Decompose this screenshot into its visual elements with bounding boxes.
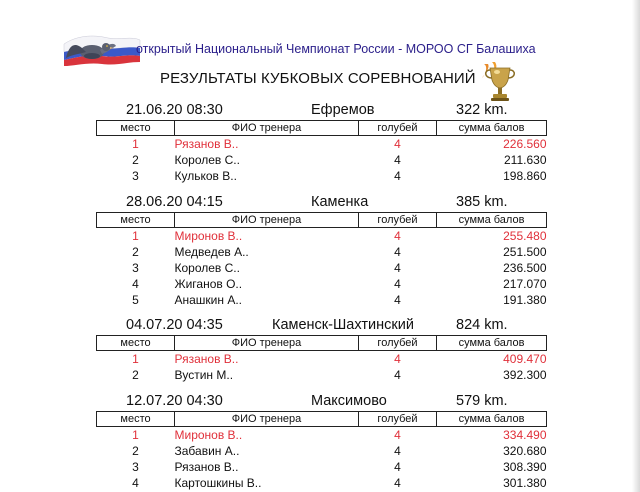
place-cell: 3 <box>132 169 139 183</box>
column-header-place: место <box>97 121 175 136</box>
table-row <box>97 276 547 292</box>
table-row <box>97 292 547 308</box>
score-cell: 320.680 <box>503 444 547 458</box>
table-row <box>97 427 547 444</box>
place-cell: 1 <box>132 428 139 442</box>
place-cell: 2 <box>132 153 139 167</box>
table-row <box>97 244 547 260</box>
race-distance: 322 km. <box>456 102 508 118</box>
score-cell: 191.380 <box>503 293 547 307</box>
race-info <box>96 102 546 120</box>
column-header-count: голубей <box>359 121 437 136</box>
trophy-cup-icon <box>478 60 520 104</box>
table-row <box>97 443 547 459</box>
table-row <box>97 459 547 475</box>
race-date: 12.07.20 04:30 <box>126 393 223 409</box>
place-cell: 2 <box>132 444 139 458</box>
race-block <box>96 317 546 383</box>
column-header-name: ФИО тренера <box>175 336 359 351</box>
table-header-row <box>97 336 547 351</box>
column-header-score: сумма балов <box>437 213 547 228</box>
pigeon-count-cell: 4 <box>394 293 401 307</box>
score-cell: 226.560 <box>503 137 547 151</box>
pigeon-count-cell: 4 <box>394 245 401 259</box>
column-header-place: место <box>97 336 175 351</box>
trainer-name-cell: Миронов В.. <box>174 229 243 243</box>
score-cell: 217.070 <box>503 277 547 291</box>
score-cell: 255.480 <box>503 229 547 243</box>
place-cell: 2 <box>132 368 139 382</box>
place-cell: 4 <box>132 476 139 490</box>
table-row <box>97 168 547 184</box>
trainer-name-cell: Рязанов В.. <box>174 137 239 151</box>
pigeon-count-cell: 4 <box>394 261 401 275</box>
trainer-name-cell: Медведев А.. <box>174 245 249 259</box>
table-row <box>97 351 547 368</box>
race-distance: 579 km. <box>456 393 508 409</box>
pigeon-count-cell: 4 <box>394 153 401 167</box>
race-location: Каменка <box>311 194 369 210</box>
championship-title: открытый Национальный Чемпионат России - МОРОО СГ Балашиха <box>136 42 536 56</box>
score-cell: 211.630 <box>504 153 547 167</box>
trainer-name-cell: Жиганов О.. <box>174 277 243 291</box>
table-row <box>97 367 547 383</box>
table-header-row <box>97 213 547 228</box>
race-block <box>96 393 546 491</box>
column-header-place: место <box>97 213 175 228</box>
column-header-place: место <box>97 412 175 427</box>
trainer-name-cell: Анашкин А.. <box>174 293 243 307</box>
pigeon-count-cell: 4 <box>394 368 401 382</box>
race-location: Ефремов <box>311 102 375 118</box>
place-cell: 4 <box>132 277 139 291</box>
score-cell: 308.390 <box>503 460 547 474</box>
score-cell: 409.470 <box>503 352 547 366</box>
race-distance: 385 km. <box>456 194 508 210</box>
trainer-name-cell: Вустин М.. <box>174 368 234 382</box>
pigeon-count-cell: 4 <box>394 460 401 474</box>
race-block <box>96 194 546 308</box>
trainer-name-cell: Королев С.. <box>174 261 240 275</box>
trainer-name-cell: Королев С.. <box>174 153 240 167</box>
pigeon-count-cell: 4 <box>394 229 401 243</box>
column-header-score: сумма балов <box>437 121 547 136</box>
place-cell: 1 <box>132 352 139 366</box>
trainer-name-cell: Миронов В.. <box>174 428 243 442</box>
results-table <box>96 411 547 491</box>
table-header-row <box>97 412 547 427</box>
table-row <box>97 136 547 153</box>
race-distance: 824 km. <box>456 317 508 333</box>
results-table <box>96 335 547 383</box>
trainer-name-cell: Забавин А.. <box>174 444 240 458</box>
score-cell: 198.860 <box>503 169 547 183</box>
table-row <box>97 260 547 276</box>
column-header-count: голубей <box>359 213 437 228</box>
place-cell: 3 <box>132 261 139 275</box>
race-date: 28.06.20 04:15 <box>126 194 223 210</box>
table-row <box>97 475 547 491</box>
table-row <box>97 152 547 168</box>
place-cell: 1 <box>132 229 139 243</box>
pigeon-count-cell: 4 <box>394 169 401 183</box>
score-cell: 334.490 <box>503 428 547 442</box>
race-info <box>96 393 546 411</box>
trainer-name-cell: Рязанов В.. <box>174 460 239 474</box>
column-header-score: сумма балов <box>437 336 547 351</box>
russia-flag-dove-logo <box>62 30 142 72</box>
results-table <box>96 212 547 308</box>
column-header-name: ФИО тренера <box>175 412 359 427</box>
column-header-count: голубей <box>359 336 437 351</box>
race-location: Каменск-Шахтинский <box>272 317 414 333</box>
race-info <box>96 194 546 212</box>
pigeon-count-cell: 4 <box>394 444 401 458</box>
place-cell: 1 <box>132 137 139 151</box>
results-table <box>96 120 547 184</box>
table-row <box>97 228 547 245</box>
trainer-name-cell: Кульков В.. <box>174 169 237 183</box>
race-date: 21.06.20 08:30 <box>126 102 223 118</box>
race-date: 04.07.20 04:35 <box>126 317 223 333</box>
score-cell: 301.380 <box>503 476 547 490</box>
column-header-name: ФИО тренера <box>175 213 359 228</box>
pigeon-count-cell: 4 <box>394 428 401 442</box>
score-cell: 392.300 <box>503 368 547 382</box>
page-edge-shadow <box>632 0 640 492</box>
place-cell: 3 <box>132 460 139 474</box>
column-header-name: ФИО тренера <box>175 121 359 136</box>
column-header-count: голубей <box>359 412 437 427</box>
score-cell: 251.500 <box>503 245 547 259</box>
pigeon-count-cell: 4 <box>394 277 401 291</box>
pigeon-count-cell: 4 <box>394 137 401 151</box>
trainer-name-cell: Картошкины В.. <box>174 476 262 490</box>
pigeon-count-cell: 4 <box>394 352 401 366</box>
table-header-row <box>97 121 547 136</box>
place-cell: 2 <box>132 245 139 259</box>
place-cell: 5 <box>132 293 139 307</box>
race-block <box>96 102 546 184</box>
pigeon-count-cell: 4 <box>394 476 401 490</box>
race-location: Максимово <box>311 393 387 409</box>
race-info <box>96 317 546 335</box>
page-title: РЕЗУЛЬТАТЫ КУБКОВЫХ СОРЕВНОВАНИЙ <box>160 70 476 87</box>
column-header-score: сумма балов <box>437 412 547 427</box>
trainer-name-cell: Рязанов В.. <box>174 352 239 366</box>
score-cell: 236.500 <box>503 261 547 275</box>
